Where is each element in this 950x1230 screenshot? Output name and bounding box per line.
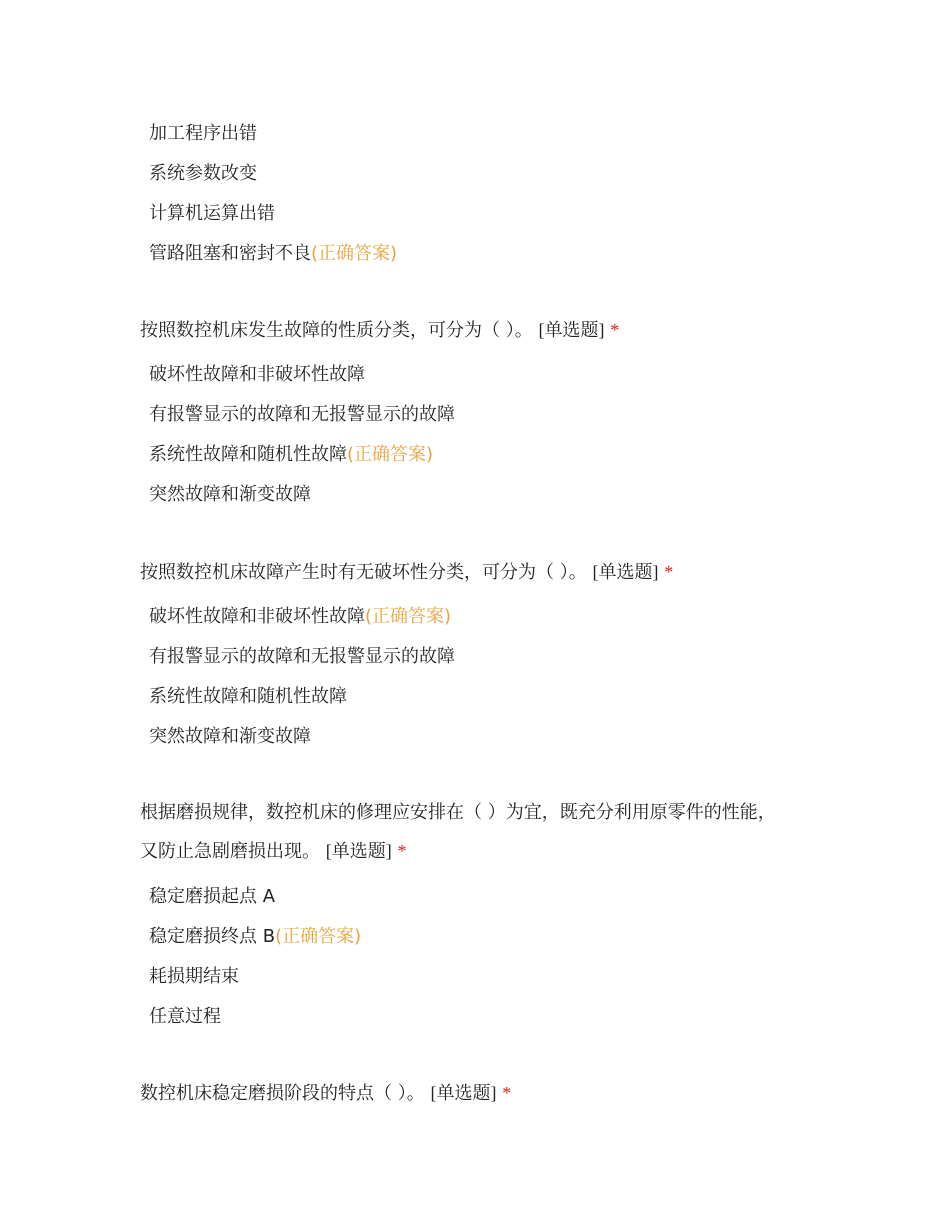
option-item[interactable]: [149, 202, 275, 226]
option-label: 破坏性故障和非破坏性故障: [149, 606, 365, 627]
question-text: 数控机床稳定磨损阶段的特点（ ）。: [140, 1083, 425, 1104]
option-label: 突然故障和渐变故障: [149, 484, 311, 505]
option-label: 耗损期结束: [149, 966, 239, 987]
option-item[interactable]: [149, 725, 311, 749]
option-item[interactable]: [149, 925, 361, 949]
option-item[interactable]: [149, 645, 455, 669]
option-item[interactable]: [149, 885, 275, 909]
option-item[interactable]: [149, 363, 365, 387]
option-label: 系统参数改变: [149, 163, 257, 184]
question-text: 按照数控机床发生故障的性质分类，可分为（ ）。: [140, 320, 533, 341]
option-item[interactable]: [149, 443, 433, 467]
question-type-tag: [单选题]: [325, 841, 392, 861]
option-label: 突然故障和渐变故障: [149, 726, 311, 747]
required-mark: *: [502, 1083, 512, 1103]
option-label: 系统性故障和随机性故障: [149, 686, 347, 707]
question-title: [140, 801, 776, 825]
option-item[interactable]: [149, 1005, 221, 1029]
question-title: [140, 560, 673, 585]
required-mark: *: [610, 320, 620, 340]
question-type-tag: [单选题]: [592, 562, 659, 582]
required-mark: *: [664, 562, 674, 582]
option-item[interactable]: [149, 403, 455, 427]
option-label: 稳定磨损终点 B: [149, 926, 276, 947]
question-type-tag: [单选题]: [430, 1083, 497, 1103]
option-item[interactable]: [149, 242, 397, 266]
option-item[interactable]: [149, 965, 239, 989]
option-label: 稳定磨损起点 A: [149, 886, 276, 907]
option-label: 有报警显示的故障和无报警显示的故障: [149, 404, 455, 425]
correct-answer-tag: (正确答案): [365, 606, 452, 627]
question-text: 按照数控机床故障产生时有无破坏性分类，可分为（ ）。: [140, 562, 587, 583]
option-label: 系统性故障和随机性故障: [149, 444, 347, 465]
correct-answer-tag: (正确答案): [275, 926, 362, 947]
option-item[interactable]: [149, 685, 347, 709]
option-item[interactable]: [149, 605, 451, 629]
question-title: [140, 1081, 511, 1106]
question-text-line1: 根据磨损规律，数控机床的修理应安排在（ ）为宜，既充分利用原零件的性能，: [140, 802, 776, 823]
option-label: 计算机运算出错: [149, 203, 275, 224]
correct-answer-tag: (正确答案): [347, 444, 434, 465]
option-label: 加工程序出错: [149, 123, 257, 144]
option-label: 破坏性故障和非破坏性故障: [149, 364, 365, 385]
option-item[interactable]: [149, 122, 257, 146]
question-title: [140, 318, 619, 343]
option-label: 有报警显示的故障和无报警显示的故障: [149, 646, 455, 667]
question-type-tag: [单选题]: [538, 320, 605, 340]
option-item[interactable]: [149, 483, 311, 507]
question-title-cont: [140, 839, 406, 864]
option-item[interactable]: [149, 162, 257, 186]
option-label: 任意过程: [149, 1006, 221, 1027]
option-label: 管路阻塞和密封不良: [149, 243, 311, 264]
correct-answer-tag: (正确答案): [311, 243, 398, 264]
required-mark: *: [397, 841, 407, 861]
question-text-line2: 又防止急剧磨损出现。: [140, 841, 320, 862]
